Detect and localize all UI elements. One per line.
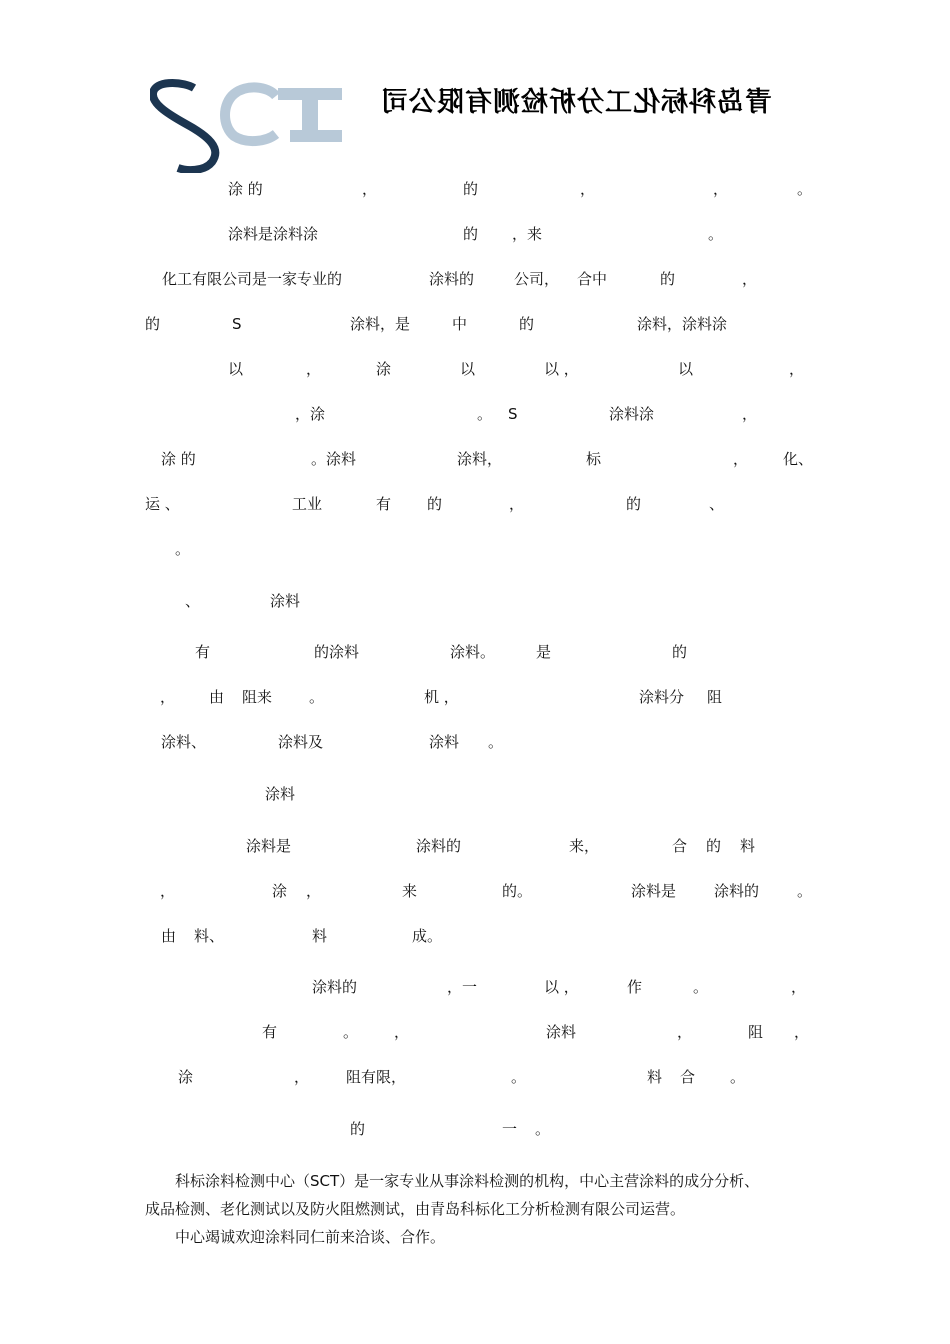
text-fragment: 。	[309, 688, 325, 706]
text-fragment: 以	[460, 360, 476, 378]
text-fragment: 机 ，	[424, 688, 459, 706]
text-fragment: 有	[376, 495, 392, 513]
text-fragment: 以	[228, 360, 244, 378]
text-fragment: 的	[427, 495, 443, 513]
text-fragment: 以 ，	[544, 360, 579, 378]
text-fragment: 料、	[194, 927, 225, 945]
text-fragment: ，	[160, 882, 176, 900]
logo-letter-s	[153, 83, 215, 170]
text-fragment: 。	[343, 1023, 359, 1041]
text-fragment: 涂料的	[429, 270, 475, 288]
text-fragment: 涂料，涂料涂	[637, 315, 728, 333]
text-fragment: 标	[586, 450, 602, 468]
text-fragment: 的	[626, 495, 642, 513]
text-fragment: 的	[706, 837, 722, 855]
footer-line-1: 科标涂料检测中心（SCT）是一家专业从事涂料检测的机构，中心主营涂料的成分分析、	[145, 1172, 760, 1190]
text-fragment: 。	[797, 882, 813, 900]
text-fragment: 由	[161, 927, 177, 945]
text-fragment: 涂 的	[161, 450, 196, 468]
text-fragment: 合	[672, 837, 688, 855]
text-fragment: ，一	[447, 978, 478, 996]
text-fragment: 涂料是涂料涂	[228, 225, 319, 243]
text-fragment: 工业	[292, 495, 323, 513]
text-fragment: 。	[708, 225, 724, 243]
text-fragment: 来，	[569, 837, 600, 855]
text-fragment: ，	[713, 180, 729, 198]
text-fragment: 涂	[178, 1068, 194, 1086]
text-fragment: 涂料是	[246, 837, 292, 855]
text-fragment: 有	[195, 643, 211, 661]
text-fragment: 涂料、	[161, 733, 207, 751]
text-fragment: 。	[488, 733, 504, 751]
text-fragment: 涂	[272, 882, 288, 900]
text-fragment: ，	[294, 1068, 310, 1086]
text-fragment: 作	[627, 978, 643, 996]
text-fragment: 涂料及	[278, 733, 324, 751]
text-fragment: S	[232, 315, 242, 333]
text-fragment: ，	[160, 688, 176, 706]
text-fragment: S	[508, 405, 518, 423]
text-fragment: 中	[452, 315, 468, 333]
text-fragment: 合中	[577, 270, 608, 288]
text-fragment: 涂料分	[639, 688, 685, 706]
text-fragment: 。	[535, 1120, 551, 1138]
text-fragment: 涂料，	[457, 450, 503, 468]
sct-logo	[150, 78, 350, 173]
text-fragment: 。	[797, 180, 813, 198]
text-fragment: ，	[362, 180, 378, 198]
text-fragment: 有	[262, 1023, 278, 1041]
text-fragment: 成。	[412, 927, 443, 945]
text-fragment: 。	[477, 405, 493, 423]
text-fragment: 涂料，是	[350, 315, 411, 333]
text-fragment: ，	[742, 270, 758, 288]
text-fragment: 涂料。	[450, 643, 496, 661]
text-fragment: ，	[794, 1023, 810, 1041]
text-fragment: ，	[394, 1023, 410, 1041]
text-fragment: ，涂	[295, 405, 326, 423]
text-fragment: 涂料的	[714, 882, 760, 900]
text-fragment: 以 ，	[544, 978, 579, 996]
text-fragment: 的	[660, 270, 676, 288]
text-fragment: 涂料	[270, 592, 301, 610]
text-fragment: 、	[709, 495, 725, 513]
text-fragment: 。	[730, 1068, 746, 1086]
text-fragment: 的涂料	[314, 643, 360, 661]
text-fragment: 料	[312, 927, 328, 945]
text-fragment: 化、	[783, 450, 814, 468]
company-name-mirrored: 青岛科标化工分析检测有限公司	[380, 87, 772, 118]
text-fragment: 。	[175, 540, 191, 558]
footer-line-2: 成品检测、老化测试以及防火阻燃测试，由青岛科标化工分析检测有限公司运营。	[145, 1200, 686, 1218]
text-fragment: 料	[740, 837, 756, 855]
text-fragment: 阻来	[242, 688, 273, 706]
text-fragment: 一	[502, 1120, 518, 1138]
text-fragment: 涂料是	[631, 882, 677, 900]
text-fragment: 来	[402, 882, 418, 900]
text-fragment: 的	[463, 180, 479, 198]
text-fragment: 、	[185, 592, 201, 610]
text-fragment: 涂料	[265, 785, 296, 803]
text-fragment: 合	[680, 1068, 696, 1086]
text-fragment: 化工有限公司是一家专业的	[162, 270, 343, 288]
text-fragment: ，	[789, 360, 805, 378]
text-fragment: 阻	[748, 1023, 764, 1041]
logo-letter-c	[225, 87, 276, 141]
text-fragment: 的	[463, 225, 479, 243]
text-fragment: ，	[733, 450, 749, 468]
text-fragment: 涂料的	[312, 978, 358, 996]
text-fragment: 。	[693, 978, 709, 996]
text-fragment: 涂料	[546, 1023, 577, 1041]
text-fragment: 由	[209, 688, 225, 706]
text-fragment: 公司，	[514, 270, 560, 288]
text-fragment: 涂	[376, 360, 392, 378]
text-fragment: 。	[511, 1068, 527, 1086]
text-fragment: 阻有限，	[346, 1068, 407, 1086]
text-fragment: ，	[509, 495, 525, 513]
text-fragment: ，	[791, 978, 807, 996]
text-fragment: 涂料的	[416, 837, 462, 855]
text-fragment: 以	[678, 360, 694, 378]
text-fragment: 是	[536, 643, 552, 661]
text-fragment: 的	[145, 315, 161, 333]
text-fragment: ，	[306, 882, 322, 900]
text-fragment: 的	[519, 315, 535, 333]
text-fragment: ，	[306, 360, 322, 378]
text-fragment: 阻	[707, 688, 723, 706]
text-fragment: 涂料	[429, 733, 460, 751]
text-fragment: ，	[742, 405, 758, 423]
text-fragment: 。涂料	[311, 450, 357, 468]
text-fragment: 涂 的	[228, 180, 263, 198]
text-fragment: ，	[580, 180, 596, 198]
text-fragment: 的。	[502, 882, 533, 900]
text-fragment: 涂料涂	[609, 405, 655, 423]
footer-line-3: 中心竭诚欢迎涂料同仁前来洽谈、合作。	[145, 1228, 446, 1246]
text-fragment: 运 、	[145, 495, 180, 513]
text-fragment: 的	[350, 1120, 366, 1138]
text-fragment: 料	[647, 1068, 663, 1086]
text-fragment: ，来	[512, 225, 543, 243]
text-fragment: 的	[672, 643, 688, 661]
text-fragment: ，	[677, 1023, 693, 1041]
